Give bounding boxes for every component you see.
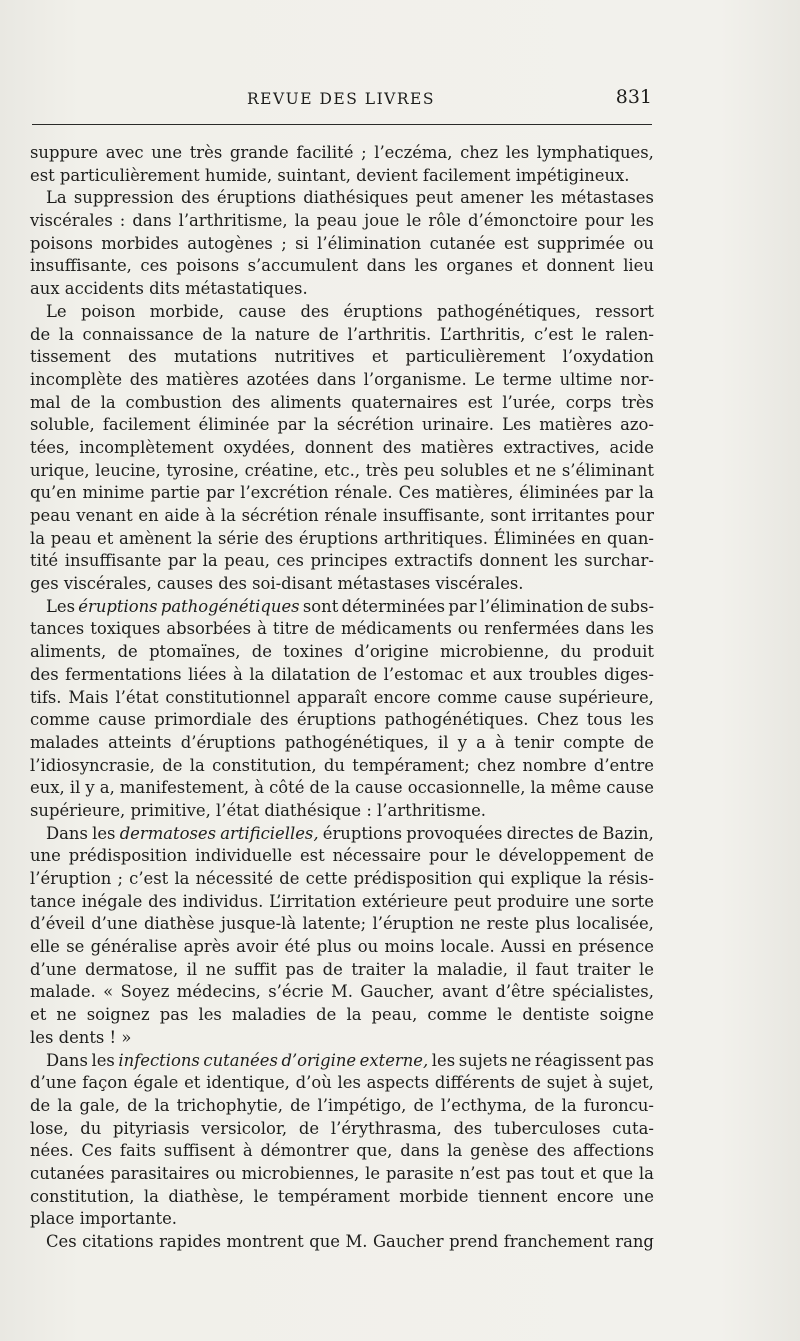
text-line: eux, il y a, manifestement, à côté de la cause occasionnelle, la même cause [30,778,654,798]
text-line: La suppression des éruptions diathésiques peut amener les métastases [46,188,654,208]
text-line: malades atteints d’éruptions pathogénétiques, il y a à tenir compte de [30,732,654,752]
text-line: et ne soignez pas les maladies de la peau, comme le dentiste soigne [30,1005,654,1025]
text-line: tité insuffisante par la peau, ces principes extractifs donnent les surchar- [30,551,654,571]
text-line: nées. Ces faits suffisent à démontrer que, dans la genèse des affections [30,1141,654,1161]
text-line: les dents ! » [30,1027,132,1047]
text-line: l’éruption ; c’est la nécessité de cette prédisposition qui explique la résis- [30,869,654,888]
text-line: tissement des mutations nutritives et particulièrement l’oxydation [30,347,654,367]
text-line: Ces citations rapides montrent que M. Gaucher prend franchement rang [46,1232,654,1251]
text-line: viscérales : dans l’arthritisme, la peau joue le rôle d’émonctoire pour les [30,211,654,231]
text-line: d’éveil d’une diathèse jusque-là latente; l’éruption ne reste plus localisée, [30,914,654,934]
text-line: place importante. [30,1209,178,1229]
text-line: incomplète des matières azotées dans l’organisme. Le terme ultime nor- [30,369,654,389]
text-line: aux accidents dits métastatiques. [30,279,308,299]
text-line: urique, leucine, tyrosine, créatine, etc., très peu solubles et ne s’éliminant [30,460,654,480]
text-line: de la connaissance de la nature de l’arthritis. L’arthritis, c’est le ralen- [30,324,654,344]
text-line: supérieure, primitive, l’état diathésique : l’arthritisme. [30,800,487,820]
text-line: des fermentations liées à la dilatation de l’estomac et aux troubles diges- [30,664,654,684]
text-line: ges viscérales, causes des soi-disant métastases viscérales. [30,574,524,594]
text-line: soluble, facilement éliminée par la sécrétion urinaire. Les matières azo- [30,415,654,435]
text-line: lose, du pityriasis versicolor, de l’érythrasma, des tuberculoses cuta- [30,1118,654,1138]
text-line: tances toxiques absorbées à titre de médicaments ou renfermées dans les [30,619,654,639]
text-line: tance inégale des individus. L’irritation extérieure peut produire une sorte [30,891,654,911]
text-line: comme cause primordiale des éruptions pathogénétiques. Chez tous les [30,710,654,730]
text-line: poisons morbides autogènes ; si l’élimination cutanée est supprimée ou [30,233,654,253]
body-text [30,142,654,1254]
text-line: aliments, de ptomaïnes, de toxines d’origine microbienne, du produit [30,642,654,662]
text-line: Le poison morbide, cause des éruptions pathogénétiques, ressort [46,301,654,321]
running-title: REVUE DES LIVRES [247,90,435,108]
text-line: tifs. Mais l’état constitutionnel apparaît encore comme cause supérieure, [30,687,654,707]
page-number: 831 [615,86,652,108]
text-line: Dans les infections cutanées d’origine externe, les sujets ne réagissent pas [46,1050,654,1070]
text-line: Les éruptions pathogénétiques sont déterminées par l’élimination de subs- [46,596,654,616]
text-line: qu’en minime partie par l’excrétion rénale. Ces matières, éliminées par la [30,483,654,503]
text-line: elle se généralise après avoir été plus ou moins locale. Aussi en présence [30,937,654,957]
text-line: de la gale, de la trichophytie, de l’impétigo, de l’ecthyma, de la furoncu- [30,1095,654,1115]
text-line: une prédisposition individuelle est nécessaire pour le développement de [30,846,654,866]
page-header [30,86,652,112]
text-line: d’une dermatose, il ne suffit pas de traiter la maladie, il faut traiter le [30,959,654,979]
text-line: Dans les dermatoses artificielles, éruptions provoquées directes de Bazin, [46,823,654,843]
header-rule [32,124,652,125]
text-line: suppure avec une très grande facilité ; l’eczéma, chez les lymphatiques, [30,143,654,162]
text-line: d’une façon égale et identique, d’où les aspects différents de sujet à sujet, [30,1073,654,1093]
text-line: cutanées parasitaires ou microbiennes, le parasite n’est pas tout et que la [30,1163,654,1183]
text-line: tées, incomplètement oxydées, donnent des matières extractives, acide [30,437,654,457]
text-line: est particulièrement humide, suintant, devient facilement impétigineux. [30,165,630,185]
text-line: l’idiosyncrasie, de la constitution, du tempérament; chez nombre d’entre [30,755,654,775]
text-line: constitution, la diathèse, le tempérament morbide tiennent encore une [30,1186,654,1206]
text-line: insuffisante, ces poisons s’accumulent dans les organes et donnent lieu [30,256,654,276]
text-line: malade. « Soyez médecins, s’écrie M. Gaucher, avant d’être spécialistes, [30,982,654,1002]
text-line: peau venant en aide à la sécrétion rénale insuffisante, sont irritantes pour [30,506,654,525]
text-line: la peau et amènent la série des éruptions arthritiques. Éliminées en quan- [30,528,654,548]
text-line: mal de la combustion des aliments quaternaires est l’urée, corps très [30,392,654,412]
